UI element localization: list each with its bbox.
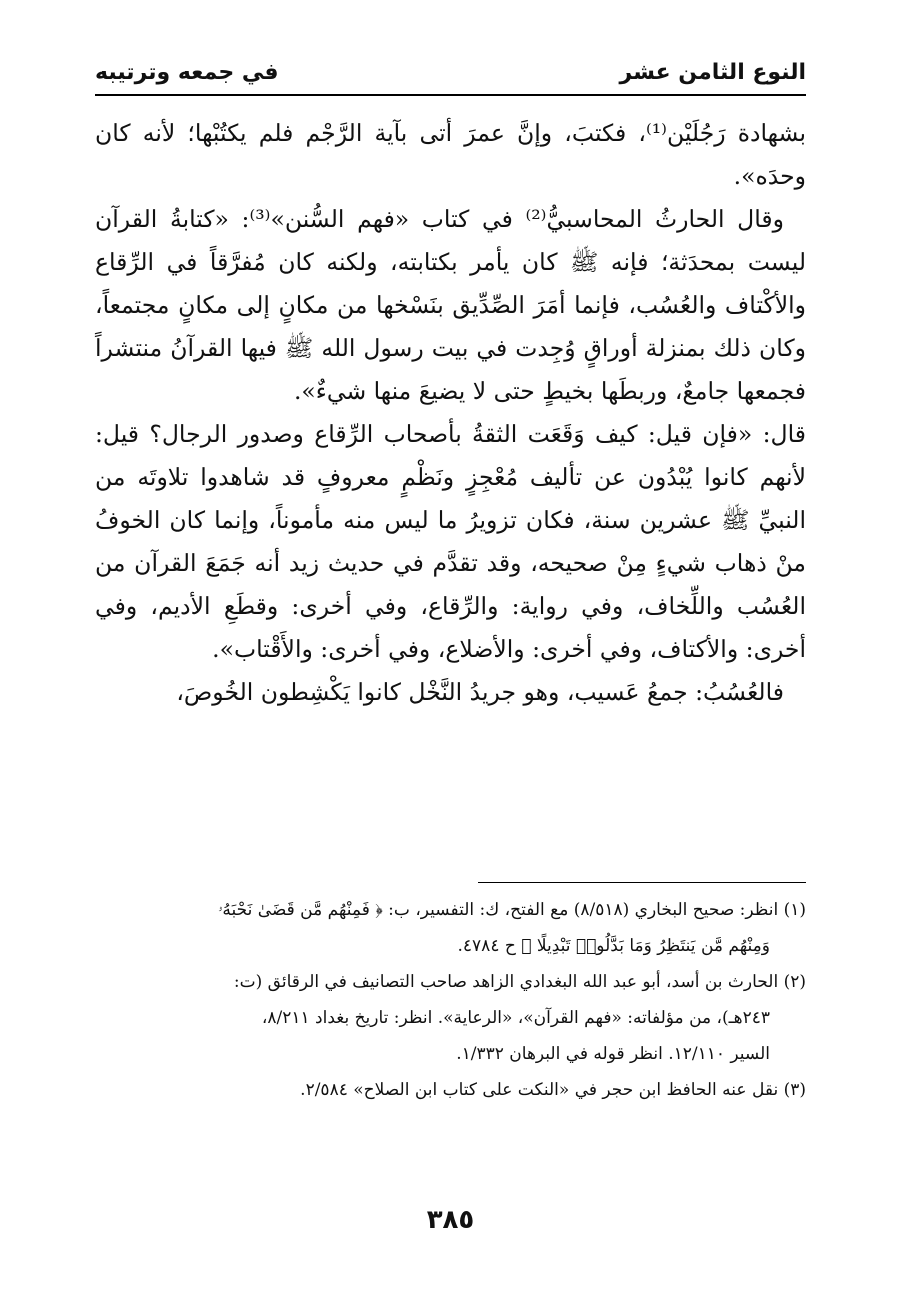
- footnote-3: (٣) نقل عنه الحافظ ابن حجر في «النكت على كتاب ابن الصلاح» ٢/٥٨٤.: [300, 1080, 806, 1100]
- header-rule: [95, 94, 806, 96]
- footnote-separator: [478, 882, 806, 883]
- header-chapter-title: النوع الثامن عشر: [619, 59, 806, 85]
- page-number: ٣٨٥: [426, 1205, 475, 1235]
- paragraph-4: فالعُسُبُ: جمعُ عَسيب، وهو جريدُ النَّخْل كانوا يَكْشِطون الخُوصَ،: [176, 678, 784, 706]
- footnotes: [95, 892, 806, 1108]
- footnote-2-line-1: (٢) الحارث بن أسد، أبو عبد الله البغدادي الزاهد صاحب التصانيف في الرقائق (ت:: [233, 972, 806, 992]
- footnote-2-line-2: ٢٤٣هـ)، من مؤلفاته: «فهم القرآن»، «الرعاية». انظر: تاريخ بغداد ٨/٢١١،: [261, 1008, 770, 1028]
- running-header: [95, 50, 806, 94]
- paragraph-1: بشهادة رَجُلَيْن⁽¹⁾، فكتبَ، وإنَّ عمرَ أتى بآية الرَّجْم فلم يكتُبْها؛ لأنه كان وحدَه».: [95, 119, 806, 190]
- paragraph-2: وقال الحارثُ المحاسبيُّ⁽²⁾ في كتاب «فهم السُّنن»⁽³⁾: «كتابةُ القرآن ليست بمحدَثة؛ فإنه ﷺ كان يأمر بكتابته، ولكنه كان مُفرَّقاً في الرِّقاع والأكْتاف والعُسُب، فإنما أمَرَ الصِّدِّيق بنَسْخها من مكانٍ إلى مكانٍ مجتمعاً، وكان ذلك بمنزلة أوراقٍ وُجِدت في بيت رسول الله ﷺ فيها القرآنُ منتشراً فجمعها جامعٌ، وربطَها بخيطٍ حتى لا يضيعَ منها شيءٌ».: [95, 205, 806, 405]
- footnote-1-line-2: وَمِنْهُم مَّن يَنتَظِرُ وَمَا بَدَّلُوا۟ تَبْدِيلًا ﴾ ح ٤٧٨٤.: [457, 936, 770, 956]
- footnote-2-line-3: السير ١٢/١١٠. انظر قوله في البرهان ١/٣٣٢.: [456, 1044, 770, 1064]
- main-text: [95, 112, 806, 714]
- footnote-1-line-1: (١) انظر: صحيح البخاري (٨/٥١٨) مع الفتح، ك: التفسير، ب: ﴿ فَمِنْهُم مَّن قَضَىٰ نَحْبَهُۥ: [218, 900, 806, 920]
- paragraph-3: قال: «فإن قيل: كيف وَقَعَت الثقةُ بأصحاب الرِّقاع وصدور الرجال؟ قيل: لأنهم كانوا يُبْدُون عن تأليف مُعْجِزٍ ونَظْمٍ معروفٍ قد شاهدوا تلاوتَه من النبيِّ ﷺ عشرين سنة، فكان تزويرُ ما ليس منه مأموناً، وإنما كان الخوفُ منْ ذهاب شيءٍ مِنْ صحيحه، وقد تقدَّم في حديث زيد أنه جَمَعَ القرآن من العُسُب واللِّخاف، وفي رواية: والرِّقاع، وفي أخرى: وقطَعِ الأديم، وفي أخرى: والأكتاف، وفي أخرى: والأضلاع، وفي أخرى: والأَقْتاب».: [95, 420, 806, 663]
- header-section-title: في جمعه وترتيبه: [95, 59, 279, 85]
